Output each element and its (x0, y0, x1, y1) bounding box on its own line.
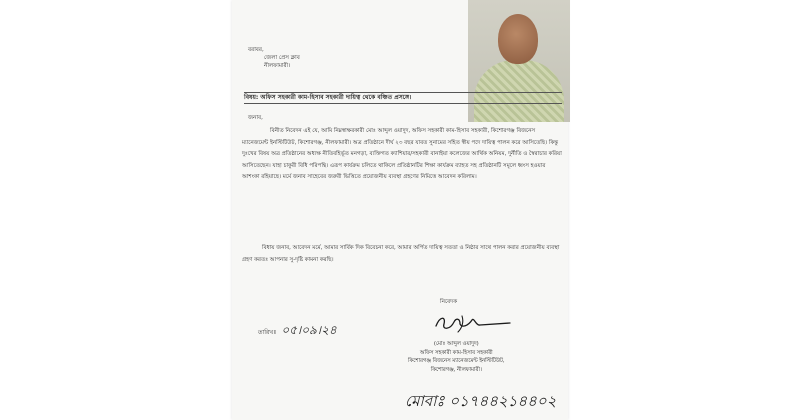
letter-page (232, 0, 568, 420)
letter-body-paragraph-2: বিধায় জনাব, আবেদন মর্মে, আমার সার্বিক দিক বিবেচনা করে, আমার অর্পিত দায়িত্ব সততা ও নিষ্ঠার সাথে পালন করার প্রয়োজনীয় ব্যবস্থা গ্রহণ করতঃ আপনার সু-দৃষ্টি কামনা করছি। (242, 245, 560, 263)
letter-date (258, 322, 337, 342)
date-label: তারিখঃ (258, 329, 277, 336)
letter-greeting: জনাব, (248, 115, 263, 121)
signer-name: (মোঃ আব্দুল ওয়াদুদ) (433, 341, 479, 347)
photo-face (498, 14, 538, 64)
signature (432, 312, 512, 334)
signer-designation: অফিস সহকারী কাম-হিসাব সহকারী (419, 349, 493, 356)
signer-organization: কিশোরগঞ্জ বিজনেস ম্যানেজমেন্ট ইনস্টিটিউট, (408, 358, 505, 364)
photo-shirt (474, 60, 564, 122)
date-value: ০৫।০৯।২৪ (281, 323, 337, 337)
letter-closing: নিবেদক (440, 299, 458, 305)
recipient-line-2: জেলা প্রেস ক্লাব (264, 55, 300, 61)
recipient-line-3: নীলফামারী। (264, 63, 291, 69)
letter-body-paragraph-1: বিনীত নিবেদন এই যে, আমি নিম্নস্বাক্ষরকারী মোঃ আব্দুল ওয়াদুদ, অফিস সহকারী কাম-হিসাব সহকারী, কিশোরগঞ্জ বিজনেস ম্যানেজমেন্ট ইনস্টিটিউট, কিশোরগঞ্জ, নীলফামারী। অত্র প্রতিষ্ঠানে দীর্ঘ ২৩ বছর যাবত সুনামের সহিত স্বীয় পদে দায়িত্ব পালন করে আসিতেছি। কিন্তু দুঃখের বিষয় অত্র প্রতিষ্ঠানের অধ্যক্ষ নীতিবহির্ভূত মনগড়া, ব্যক্তিগত ক্যাশিয়ার/সহকারী বানাইয়া কলেজের আর্থিক অনিয়ম, দুর্নীতি ও স্বৈরাচার করিয়া আসিতেছেন। যাহা চাকুরী বিধি পরিপন্থি। এরূপ কার্যক্রম চলিতে থাকিলে প্রতিষ্ঠানটির শিক্ষা কার্যক্রম ব্যাহত সহ প্রতিষ্ঠানটি সমূলে ধ্বংস হওয়ার আশংকা রহিয়াছে। মর্মে জনাব সাহেবের জরুরী ভিত্তিতে প্রয়োজনীয় ব্যবস্থা গ্রহণের নিমিত্তে আবেদন করিলাম। (242, 128, 562, 180)
signer-place: কিশোরগঞ্জ, নীলফামারী। (430, 366, 482, 373)
mobile-number: মোবাঃ ০১৭৪৪২১৪৪০২ (405, 392, 557, 410)
signer-block (408, 340, 505, 374)
recipient-address (248, 46, 300, 70)
letter-subject: বিষয়: অফিস সহকারী কাম-হিসাব সহকারী দায়িত্ব থেকে বঞ্চিত প্রসঙ্গে। (244, 92, 562, 104)
recipient-salutation: বরাবর, (248, 47, 264, 53)
